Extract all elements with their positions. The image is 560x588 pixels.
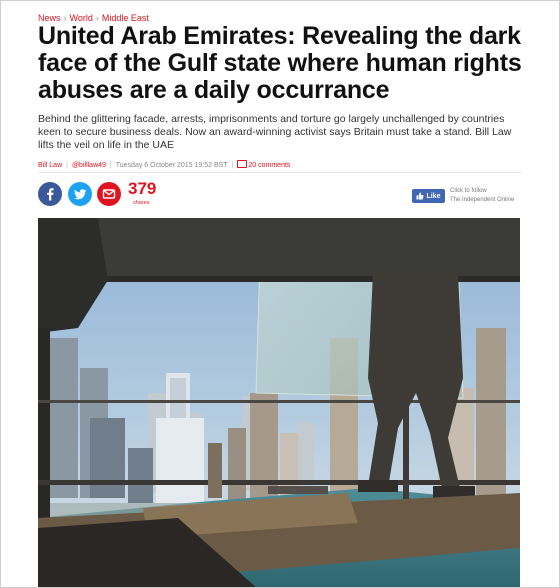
follow-prompt-publisher: The Independent Online [450,197,515,203]
byline [38,160,290,169]
share-count-label: shares [133,200,150,206]
follow-prompt-line: Click to follow [450,188,487,194]
twitter-share-button[interactable] [68,182,92,206]
email-icon [97,182,121,206]
share-count: 379 [128,179,157,198]
twitter-icon [68,182,92,206]
facebook-icon [38,182,62,206]
follow-prompt [450,187,514,205]
facebook-share-button[interactable] [38,182,62,206]
breadcrumb-middle-east[interactable]: Middle East [101,13,149,23]
article-hero-photo[interactable] [38,218,520,588]
byline-divider: | [66,162,68,169]
byline-divider: | [109,162,112,169]
breadcrumb-world[interactable]: World [69,13,93,23]
divider [38,172,522,173]
byline-divider: | [231,162,234,169]
breadcrumb-news[interactable]: News [38,13,61,23]
breadcrumb-separator: › [63,13,67,23]
facebook-like-button[interactable] [412,189,445,203]
thumbs-up-icon [416,192,424,200]
comments-count: 20 comments [248,162,291,169]
comment-icon [237,160,247,168]
author-twitter-link[interactable]: @billlaw49 [71,162,106,169]
comments-link[interactable] [237,162,290,169]
publish-date: Tuesday 6 October 2015 19:52 BST [115,162,228,169]
email-share-button[interactable] [97,182,121,206]
headline: United Arab Emirates: Revealing the dark face of the Gulf state where human rights abuses are a daily occurrance [38,22,522,104]
breadcrumb-separator: › [95,13,99,23]
like-button-label: Like [426,192,441,200]
standfirst: Behind the glittering facade, arrests, imprisonments and torture go largely unchallenged by countries keen to secure business deals. Now an award-winning activist says Britain must take a stand. Bill Law lifts the veil on life in the UAE [38,113,512,151]
construction-worker-dubai-marina-image [38,218,520,588]
author-link[interactable]: Bill Law [38,162,63,169]
